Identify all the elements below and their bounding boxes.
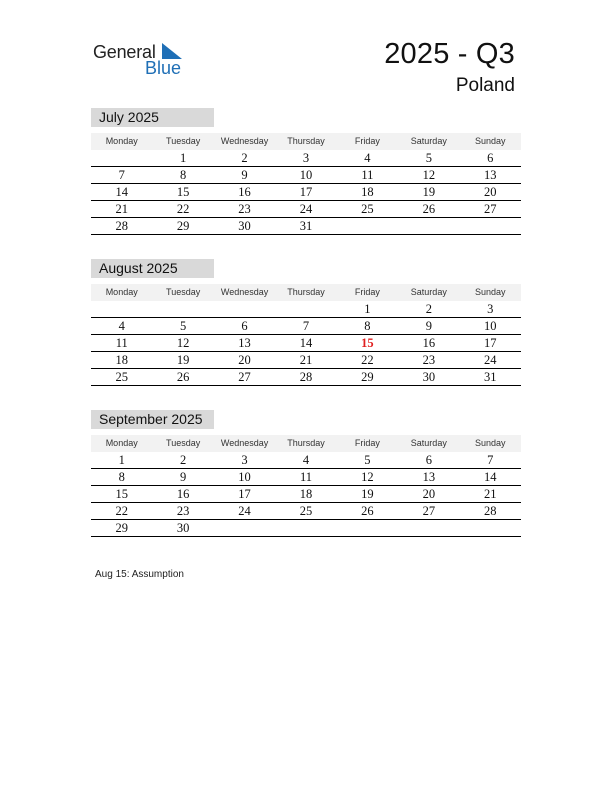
day-cell: 26 — [176, 370, 190, 384]
day-cell — [214, 520, 275, 536]
weeks — [91, 150, 521, 235]
day-cell: 19 — [361, 487, 374, 501]
day-cell: 1 — [118, 453, 125, 467]
day-cell — [214, 301, 275, 317]
weekday-label: Thursday — [287, 136, 325, 146]
day-cell: 27 — [238, 370, 251, 384]
day-cell: 11 — [299, 470, 312, 484]
day-cell: 1 — [364, 302, 371, 316]
weekday-label: Sunday — [474, 136, 506, 146]
weekday-header-row — [91, 284, 521, 301]
week-row — [91, 369, 521, 386]
day-cell: 10 — [483, 319, 497, 333]
day-cell: 11 — [115, 336, 128, 350]
day-cell: 6 — [425, 453, 432, 467]
day-cell: 20 — [238, 353, 251, 367]
weekday-label: Monday — [105, 438, 138, 448]
day-cell: 29 — [361, 370, 374, 384]
weekday-label: Sunday — [474, 287, 506, 297]
week-row — [91, 201, 521, 218]
day-cell: 16 — [422, 336, 436, 350]
day-cell: 5 — [425, 151, 432, 165]
week-row — [91, 486, 521, 503]
day-cell: 17 — [299, 185, 313, 199]
weekday-label: Tuesday — [166, 438, 201, 448]
day-cell: 1 — [180, 151, 187, 165]
day-cell: 27 — [483, 202, 497, 216]
weekday-label: Monday — [105, 287, 138, 297]
day-cell: 20 — [422, 487, 436, 501]
day-cell: 15 — [176, 185, 190, 199]
day-cell — [337, 218, 398, 234]
week-row — [91, 520, 521, 537]
month-calendar-september — [91, 410, 521, 537]
day-cell: 29 — [115, 521, 128, 535]
weekday-label: Saturday — [410, 438, 447, 448]
day-cell: 31 — [299, 219, 313, 233]
day-cell: 4 — [364, 151, 371, 165]
day-cell: 12 — [361, 470, 374, 484]
day-cell: 24 — [238, 504, 251, 518]
day-cell: 14 — [115, 185, 128, 199]
weeks — [91, 452, 521, 537]
day-cell: 13 — [422, 470, 436, 484]
day-cell: 14 — [483, 470, 497, 484]
day-cell — [91, 150, 152, 166]
day-cell: 24 — [483, 353, 497, 367]
day-cell: 4 — [302, 453, 310, 467]
day-cell — [398, 520, 459, 536]
generalblue-logo — [93, 40, 193, 80]
day-cell: 7 — [118, 168, 125, 182]
month-calendar-july — [91, 108, 521, 235]
weekday-label: Tuesday — [166, 287, 201, 297]
day-cell: 23 — [238, 202, 251, 216]
day-cell: 10 — [238, 470, 251, 484]
holiday-note: Aug 15: Assumption — [95, 569, 184, 580]
logo-triangle-icon — [162, 43, 182, 59]
week-row — [91, 167, 521, 184]
day-cell: 21 — [299, 353, 313, 367]
day-cell: 17 — [238, 487, 251, 501]
weekday-label: Wednesday — [220, 287, 269, 297]
day-cell — [152, 301, 213, 317]
day-cell: 25 — [299, 504, 313, 518]
country-title: Poland — [455, 75, 515, 96]
week-row — [91, 184, 521, 201]
day-cell: 25 — [361, 202, 374, 216]
day-cell — [460, 218, 521, 234]
day-cell: 21 — [115, 202, 128, 216]
weekday-label: Sunday — [474, 438, 506, 448]
day-cell: 9 — [180, 470, 187, 484]
day-cell — [337, 520, 398, 536]
day-cell — [398, 218, 459, 234]
weekday-label: Monday — [105, 136, 138, 146]
day-cell: 11 — [361, 168, 374, 182]
day-cell: 23 — [176, 504, 190, 518]
day-cell: 9 — [241, 168, 248, 182]
day-cell: 12 — [422, 168, 436, 182]
week-row — [91, 352, 521, 369]
day-cell: 8 — [364, 319, 371, 333]
week-row — [91, 469, 521, 486]
week-row — [91, 452, 521, 469]
day-cell: 18 — [115, 353, 128, 367]
day-cell: 3 — [302, 151, 310, 165]
day-cell: 7 — [487, 453, 494, 467]
day-cell: 2 — [425, 302, 432, 316]
weekday-label: Saturday — [410, 136, 447, 146]
month-title: July 2025 — [91, 108, 214, 127]
holiday-list — [95, 569, 184, 580]
day-cell: 22 — [361, 353, 374, 367]
day-cell: 16 — [238, 185, 251, 199]
day-cell: 30 — [176, 521, 190, 535]
day-cell: 16 — [176, 487, 190, 501]
weekday-label: Thursday — [287, 438, 325, 448]
weekday-label: Friday — [354, 287, 380, 297]
week-row — [91, 318, 521, 335]
weekday-label: Tuesday — [166, 136, 201, 146]
day-cell: 27 — [422, 504, 436, 518]
weekday-label: Wednesday — [220, 136, 269, 146]
day-cell: 6 — [487, 151, 494, 165]
day-cell — [91, 301, 152, 317]
day-cell: 21 — [483, 487, 497, 501]
day-cell: 31 — [483, 370, 497, 384]
day-cell: 7 — [302, 319, 310, 333]
week-row — [91, 301, 521, 318]
day-cell: 15 — [115, 487, 128, 501]
month-title: August 2025 — [91, 259, 214, 278]
day-cell: 30 — [238, 219, 251, 233]
day-cell: 4 — [118, 319, 125, 333]
weekday-header-row — [91, 435, 521, 452]
day-cell: 2 — [241, 151, 248, 165]
day-cell: 19 — [422, 185, 436, 199]
day-cell: 6 — [241, 319, 248, 333]
week-row — [91, 218, 521, 235]
day-cell: 18 — [299, 487, 313, 501]
month-calendar-august — [91, 259, 521, 386]
day-cell: 8 — [118, 470, 125, 484]
day-cell: 3 — [241, 453, 248, 467]
day-cell: 18 — [361, 185, 374, 199]
day-cell: 2 — [180, 453, 187, 467]
day-cell: 24 — [299, 202, 313, 216]
day-cell: 12 — [176, 336, 190, 350]
day-cell: 28 — [299, 370, 313, 384]
logo-blue-text: Blue — [145, 58, 182, 78]
day-cell: 22 — [176, 202, 190, 216]
day-cell: 28 — [115, 219, 128, 233]
day-cell — [275, 301, 336, 317]
weekday-label: Friday — [354, 438, 380, 448]
day-cell: 26 — [361, 504, 374, 518]
weeks — [91, 301, 521, 386]
day-cell: 19 — [176, 353, 190, 367]
day-cell: 23 — [422, 353, 436, 367]
day-cell: 26 — [422, 202, 436, 216]
logo-general-text: General — [93, 42, 156, 62]
day-cell: 9 — [425, 319, 432, 333]
day-cell: 5 — [364, 453, 371, 467]
weekday-header-row — [91, 133, 521, 150]
day-cell: 29 — [176, 219, 190, 233]
weekday-label: Friday — [354, 136, 380, 146]
week-row — [91, 335, 521, 352]
week-row — [91, 503, 521, 520]
weekday-label: Saturday — [410, 287, 447, 297]
day-cell: 13 — [238, 336, 251, 350]
day-cell: 30 — [422, 370, 436, 384]
day-cell: 13 — [483, 168, 497, 182]
day-cell: 20 — [483, 185, 497, 199]
month-title: September 2025 — [91, 410, 214, 429]
week-row — [91, 150, 521, 167]
day-cell: 5 — [180, 319, 187, 333]
day-cell: 25 — [115, 370, 128, 384]
day-cell — [275, 520, 336, 536]
weekday-label: Thursday — [287, 287, 325, 297]
day-cell: 28 — [483, 504, 497, 518]
day-cell: 8 — [180, 168, 187, 182]
quarter-title: 2025 - Q3 — [384, 38, 515, 70]
day-cell: 17 — [483, 336, 497, 350]
holiday-day-cell: 15 — [361, 336, 374, 350]
day-cell: 3 — [487, 302, 494, 316]
day-cell: 14 — [299, 336, 313, 350]
day-cell: 22 — [115, 504, 128, 518]
weekday-label: Wednesday — [220, 438, 269, 448]
day-cell — [460, 520, 521, 536]
day-cell: 10 — [299, 168, 313, 182]
